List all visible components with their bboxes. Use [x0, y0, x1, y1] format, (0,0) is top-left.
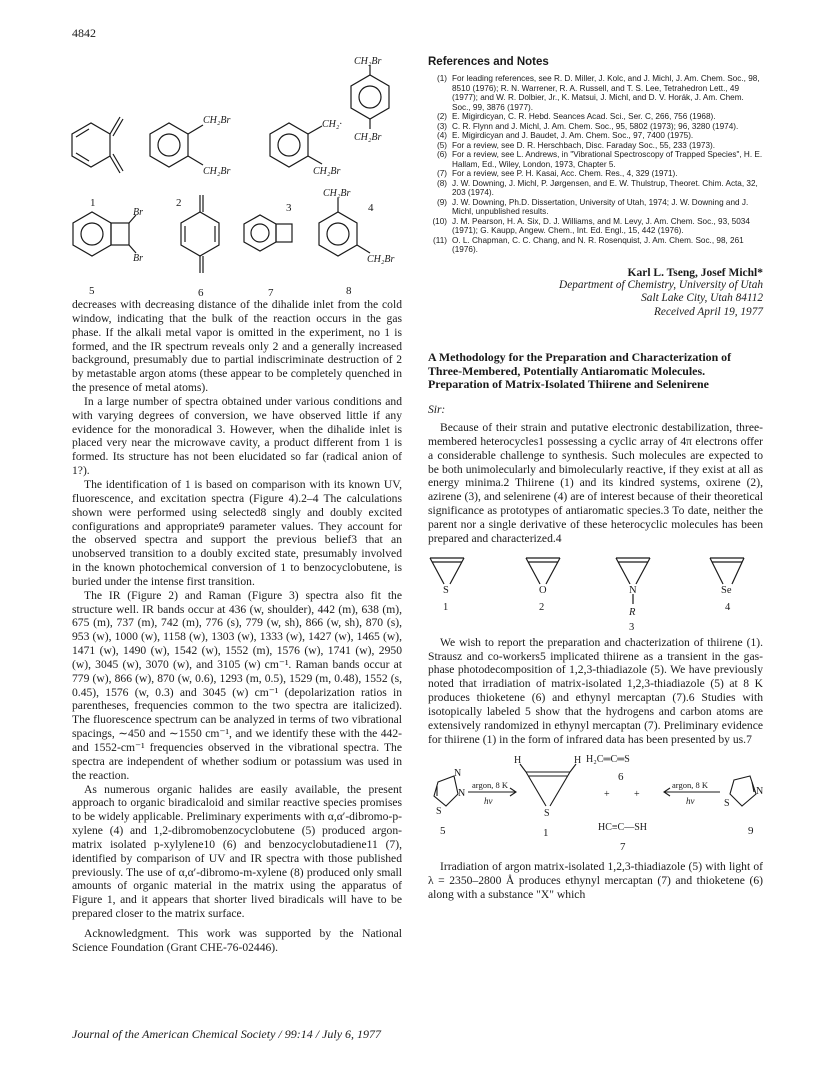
reference-item — [428, 141, 763, 151]
reference-item — [428, 150, 763, 169]
left-column — [72, 298, 402, 955]
left-paragraph: In a large number of spectra obtained under various conditions and with varying degrees of conversion, we have observed little if any evidence for the monoradical 3. However, when the dihalide inlet is placed very near the microwave cavity, a product different from 1 is formed. Its structure has not been elucidated so far (radical anion of 1?). — [72, 394, 402, 478]
label-8b: CH₂Br — [367, 254, 395, 265]
author-names: Karl L. Tseng, Josef Michl* — [627, 266, 763, 279]
label-2a: CH₂Br — [203, 115, 231, 126]
reference-item — [428, 122, 763, 132]
reference-item — [428, 131, 763, 141]
atom-h: H — [514, 755, 522, 767]
label-2b: CH₂Br — [203, 166, 231, 177]
hv-label: hν — [484, 796, 493, 807]
atom-s: S — [443, 584, 449, 596]
thioketene-formula: H₂C═C═S — [586, 754, 630, 766]
structure-6 — [181, 195, 219, 273]
reference-number: (5) — [436, 140, 447, 150]
thiirene-1 — [520, 764, 576, 806]
compound-number-6: 6 — [618, 771, 624, 784]
reference-text: For a review, see L. Andrews, in "Vibrational Spectroscopy of Trapped Species", H. E. Hallam, Ed., Wiley, London, 1973, Chapter 5. — [452, 150, 763, 169]
atom-s: S — [544, 808, 550, 820]
right-paragraph: Because of their strain and putative electronic destabilization, three-membered heterocycles1 possessing a cyclic array of 4π electrons offer a considerable challenge to synthesis. Such molecules are expected to be both unimolecularly and bimolecularly reactive, if they exist at all as energy minima.2 Thiirene (1) and its kindred systems, oxirene (2), azirene (3), and selenirene (4) are of interest because of their theoretical significance as prototypes of antiaromatic species.3 To date, neither the parent nor a single derivative of these heterocyclic molecules has been prepared and characterized.4 — [428, 421, 763, 545]
reference-number: (10) — [432, 216, 447, 226]
left-paragraph: The identification of 1 is based on comparison with its known UV, fluorescence, and excitation spectra (Figure 4).2–4 The calculations shown were performed using selected8 singly and doubly excited configurations and appropriate9 parameter values. They account for the observed spectra and support the previous belief3 that an unobserved transition to a doubly excited state, presumably involved in the known photochemical conversion of 1 to benzocyclobutene, is buried under the intense first transition. — [72, 477, 402, 588]
reference-number: (4) — [436, 131, 447, 140]
compound-number-5: 5 — [89, 285, 95, 297]
reference-item — [428, 198, 763, 217]
affiliation-line: Salt Lake City, Utah 84112 — [641, 292, 763, 305]
compound-number-6: 6 — [198, 287, 204, 299]
atom-s: S — [436, 806, 442, 818]
acknowledgment: Acknowledgment. This work was supported by the National Science Foundation (Grant CHE-76-02446). — [72, 926, 402, 954]
right-paragraph: Irradiation of argon matrix-isolated 1,2,3-thiadiazole (5) with light of λ = 2350–2800 Å produces ethynyl mercaptan (7) and thioketene (6) along with a substance "X" which — [428, 860, 763, 902]
label-3b: CH₂Br — [313, 166, 341, 177]
reference-text: For leading references, see R. D. Miller, J. Kolc, and J. Michl, J. Am. Chem. Soc., 98, 8510 (1976); R. N. Warrener, R. A. Russell, and T. S. Lee, Tetrahedron Lett., 49 (1977); and W. R. Dolbier, Jr., K. Matsui, J. Michl, and D. V. Horák, J. Am. Chem. Soc., 99, 3876 (1977). — [452, 74, 760, 112]
reference-text: O. L. Chapman, C. C. Chang, and N. R. Rosenquist, J. Am. Chem. Soc., 98, 261 (1976). — [452, 235, 744, 254]
ring-azirene — [616, 558, 650, 604]
reference-number: (7) — [436, 169, 447, 178]
thiadiazole-5 — [434, 776, 458, 806]
plus-sign: + — [604, 789, 610, 801]
journal-footer: Journal of the American Chemical Society / 99:14 / July 6, 1977 — [72, 1027, 382, 1041]
atom-n: N — [454, 768, 462, 780]
label-4a: CH₂Br — [354, 56, 382, 67]
reference-number: (6) — [436, 150, 447, 159]
atom-s: S — [724, 798, 730, 810]
right-paragraph: We wish to report the preparation and chacterization of thiirene (1). Strausz and co-workers5 implicated thiirene as a transient in the gas-phase photodecomposition of 1,2,3-thiadiazole (5). We have previously noted that irradiation of matrix-isolated 1,2,3-thiadiazole (5) at 8 K produces thioketene (6) and ethynyl mercaptan (7).6 Studies with isotopically labeled 5 show that the hydrogens and carbon atoms are extensively randomized in ethynyl mercaptan (7). Preliminary evidence for thiirene (1) in the form of infrared data has been presented by us.7 — [428, 635, 763, 746]
reference-item — [428, 236, 763, 255]
reference-number: (2) — [436, 112, 447, 121]
left-paragraph: decreases with decreasing distance of the dihalide inlet from the cold window, indicating that the bulk of the reaction occurs in the gas phase. If the alkali metal vapor is omitted in the experiment, no 1 is formed, and the IR spectrum reveals only 2 and a generally increased background, presumably due to partial indiscriminate destruction of 2 by metastable argon atoms (these appear to be completely quenched in the presence of metal atoms). — [72, 298, 402, 395]
condition-label: argon, 8 K — [672, 780, 708, 791]
ring-selenirene — [710, 558, 744, 584]
compound-number-5: 5 — [440, 825, 446, 838]
reference-number: (3) — [436, 121, 447, 131]
reference-item — [428, 112, 763, 122]
compound-number-7: 7 — [268, 287, 274, 299]
reference-item — [428, 217, 763, 236]
atom-n: N — [629, 584, 637, 596]
structure-3 — [270, 123, 322, 167]
compound-number-8: 8 — [346, 285, 352, 297]
reference-text: For a review, see D. R. Herschbach, Disc. Faraday Soc., 55, 233 (1973). — [452, 140, 716, 150]
atom-o: O — [539, 584, 547, 596]
structure-4 — [351, 65, 389, 129]
compound-number-4: 4 — [725, 601, 731, 613]
ring-thiirene — [430, 558, 464, 584]
heterocycles-figure — [428, 552, 763, 632]
reference-number: (11) — [433, 235, 447, 245]
salutation: Sir: — [428, 404, 446, 417]
reference-item — [428, 169, 763, 179]
reference-number: (8) — [436, 178, 447, 188]
references-heading: References and Notes — [428, 56, 549, 68]
label-4b: CH₂Br — [354, 132, 382, 143]
atom-h: H — [574, 755, 582, 767]
label-5a: Br — [133, 207, 143, 218]
structure-7 — [244, 215, 292, 251]
reference-item — [428, 179, 763, 198]
reference-text: J. W. Downing, J. Michl, P. Jørgensen, and E. W. Thulstrup, Theoret. Chim. Acta, 32, 203 (1974). — [452, 178, 758, 197]
thiadiazole-9 — [730, 776, 756, 806]
structure-1 — [72, 117, 123, 173]
structures-figure — [70, 50, 415, 300]
compound-number-9: 9 — [748, 825, 754, 838]
reference-item — [428, 74, 763, 112]
label-3a: CH₂· — [322, 119, 342, 130]
hv-label: hν — [686, 796, 695, 807]
compound-number-1: 1 — [543, 827, 549, 840]
structure-5 — [73, 212, 136, 256]
atom-se: Se — [721, 584, 732, 596]
compound-number-2: 2 — [176, 197, 182, 209]
mercaptan-formula: HC≡C—SH — [598, 822, 647, 834]
reaction-scheme — [428, 750, 763, 858]
compound-number-3: 3 — [629, 621, 635, 632]
structure-2 — [150, 123, 203, 167]
left-paragraph: As numerous organic halides are easily available, the present approach to organic biradicaloid and similar reactive species promises to be widely applicable. Preliminary experiments with α,α′-dibromo-p-xylene (4) and 1,2-dibromobenzocyclobutene (5) produced argon-matrix isolated p-xylylene10 (6) and benzocyclobutadiene11 (7), identified by comparison of UV and IR spectra with those published previously. The use of α,α′-dibromo-m-xylene (8) produced only small amounts of organic material in the matrix using the apparatus of Figure 1, and it appears that shorter lived biradicals will have to be prepared closer to the matrix surface. — [72, 782, 402, 921]
condition-label: argon, 8 K — [472, 780, 508, 791]
compound-number-3: 3 — [286, 202, 292, 214]
page-number: 4842 — [72, 26, 96, 40]
left-paragraph: The IR (Figure 2) and Raman (Figure 3) spectra also fit the structure well. IR bands occur at 436 (w, shoulder), 442 (m), 638 (m), 675 (m), 737 (m), 742 (m), 776 (s), 779 (w, sh), 866 (w, sh), 870 (s), 953 (w), 1000 (w), 1158 (w), 1303 (w), 1333 (w), 1427 (w), 1465 (w), 1471 (w), 1490 (w), 1542 (w), 1552 (m), 1576 (w), 1741 (w), 2950 (w), 3045 (w), 3070 (w), and 3105 (w) cm⁻¹. Raman bands occur at 779 (w), 866 (w), 870 (w, 0.6), 1293 (m, 0.5), 1529 (m, 0.48), 1552 (s, 0.45), 1576 (w, 0.3) and 3045 (w) cm⁻¹ (depolarization ratios in parentheses, frequencies common to the two spectra are italicized). The fluorescence spectrum can be analyzed in terms of two vibrational spacings, ∼450 and ∼1550 cm⁻¹, and we identify these with the 442- and 1552-cm⁻¹ frequencies observed in the vibrational spectra. The spectra are independent of whether sodium or potassium was used in the reaction. — [72, 588, 402, 782]
reference-text: For a review, see P. H. Kasai, Acc. Chem. Res., 4, 329 (1971). — [452, 169, 678, 178]
reference-number: (9) — [436, 197, 447, 207]
atom-n: N — [458, 788, 466, 800]
reference-text: E. Migirdicyan, C. R. Hebd. Seances Acad. Sci., Ser. C, 266, 756 (1968). — [452, 112, 716, 121]
plus-sign: + — [634, 789, 640, 801]
reference-text: J. M. Pearson, H. A. Six, D. J. Williams, and M. Levy, J. Am. Chem. Soc., 93, 5034 (1971); G. Kaupp, Angew. Chem., Int. Ed. Engl., 15, 442 (1976). — [452, 216, 750, 235]
compound-number-4: 4 — [368, 202, 374, 214]
affiliation-line: Department of Chemistry, University of Utah — [559, 278, 763, 291]
article-title: A Methodology for the Preparation and Characterization of Three-Membered, Potentially Antiaromatic Molecules. Preparation of Matrix-Isolated Thiirene and Selenirene — [428, 350, 732, 392]
reference-text: C. R. Flynn and J. Michl, J. Am. Chem. Soc., 95, 5802 (1973); 96, 3280 (1974). — [452, 121, 739, 131]
atom-n: N — [756, 786, 763, 798]
reference-number: (1) — [436, 74, 447, 83]
compound-number-7: 7 — [620, 841, 626, 854]
compound-number-2: 2 — [539, 601, 545, 613]
right-column — [428, 56, 763, 902]
compound-number-1: 1 — [90, 197, 96, 209]
substituent-r: R — [629, 606, 636, 618]
reference-text: E. Migirdicyan and J. Baudet, J. Am. Chem. Soc., 97, 7400 (1975). — [452, 131, 694, 140]
compound-number-1: 1 — [443, 601, 449, 613]
received-date: Received April 19, 1977 — [654, 305, 763, 318]
label-5b: Br — [133, 253, 143, 264]
structure-8 — [319, 198, 370, 256]
references-list — [428, 74, 763, 255]
label-8a: CH₂Br — [323, 188, 351, 199]
ring-oxirene — [526, 558, 560, 584]
reference-text: J. W. Downing, Ph.D. Dissertation, University of Utah, 1974; J. W. Downing and J. Michl, unpublished results. — [452, 197, 749, 216]
